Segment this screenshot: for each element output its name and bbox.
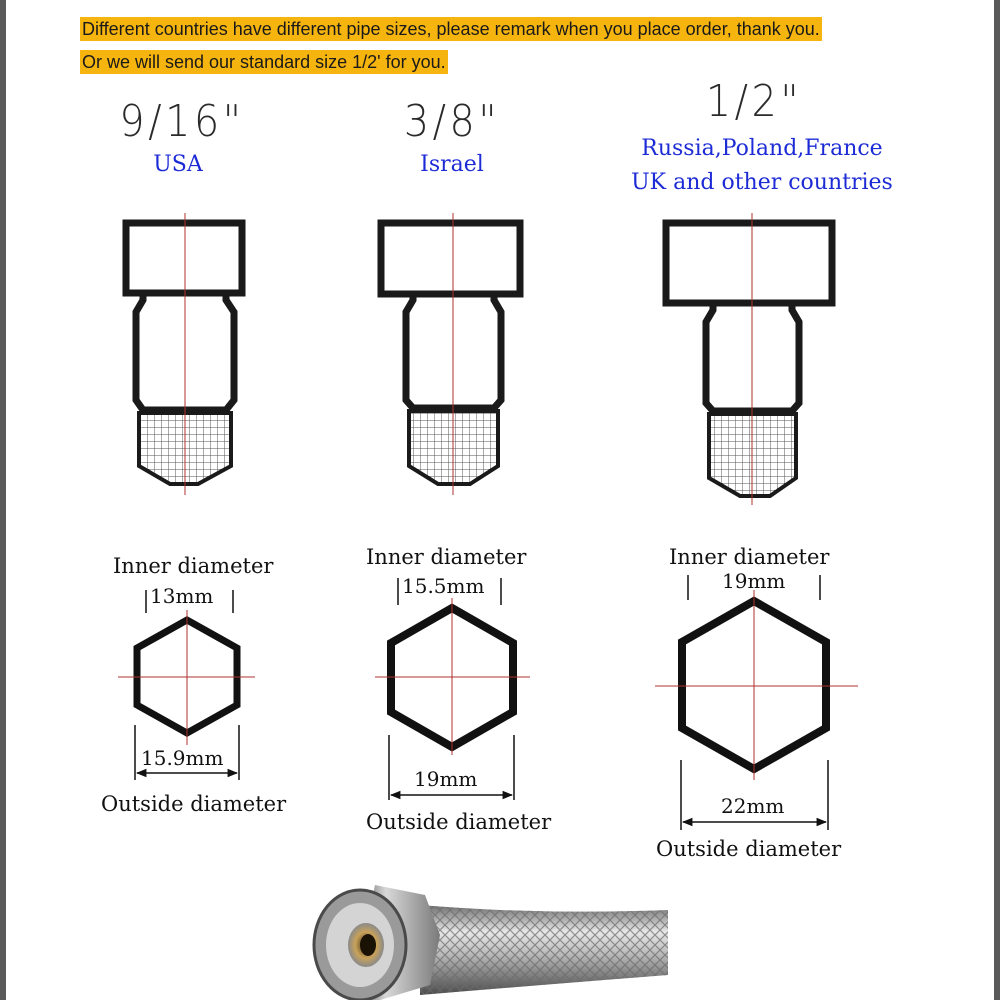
inner-diameter-label-1: Inner diameter (113, 554, 274, 578)
size-label-3-8: 3/8" (403, 96, 501, 147)
inner-diameter-value-3: 19mm (722, 569, 786, 593)
outside-diameter-label-1: Outside diameter (101, 792, 287, 816)
outside-diameter-label-3: Outside diameter (656, 837, 842, 861)
country-usa: USA (153, 152, 203, 177)
inner-diameter-label-2: Inner diameter (366, 545, 527, 569)
braided-hose-photo (314, 885, 668, 1000)
notice-line-1: Different countries have different pipe sizes, please remark when you place order, thank you. (82, 19, 820, 39)
fitting-drawing-9-16 (126, 213, 242, 495)
outside-diameter-value-1: 15.9mm (141, 746, 224, 770)
inner-diameter-label-3: Inner diameter (669, 545, 830, 569)
country-israel: Israel (420, 152, 484, 177)
outside-diameter-label-2: Outside diameter (366, 810, 552, 834)
fitting-drawing-1-2 (666, 213, 832, 505)
outside-diameter-value-2: 19mm (414, 767, 478, 791)
size-label-1-2: 1/2" (705, 76, 803, 127)
hexagon-1-2 (655, 575, 858, 830)
inner-diameter-value-2: 15.5mm (402, 574, 485, 598)
inner-diameter-value-1: 13mm (150, 584, 214, 608)
fitting-drawing-3-8 (381, 213, 520, 495)
outside-diameter-value-3: 22mm (721, 794, 785, 818)
notice-line-2: Or we will send our standard size 1/2' for you. (82, 52, 446, 72)
size-label-9-16: 9/16" (119, 96, 245, 147)
country-uk-and-others: UK and other countries (631, 170, 893, 195)
country-russia-poland-france: Russia,Poland,France (641, 136, 883, 161)
